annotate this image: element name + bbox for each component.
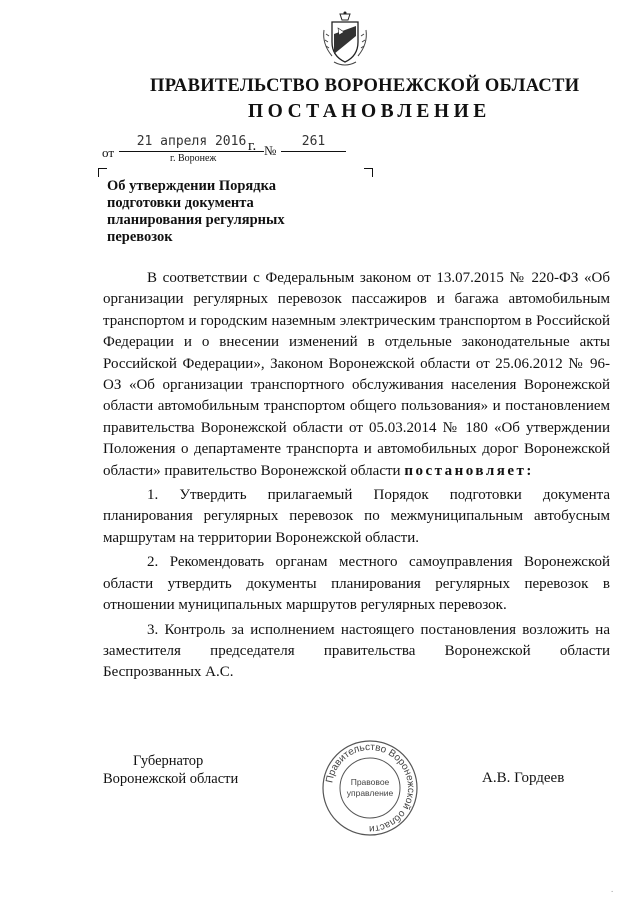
item-paragraph: 2. Рекомендовать органам местного самоуправления Воронежской области утвердить документы планирования регулярных перевозок в отношении муниципальных маршрутов регулярных перевозок. (103, 554, 610, 614)
coat-of-arms-icon (320, 10, 370, 70)
preamble-text: В соответствии с Федеральным законом от 13.07.2015 № 220-ФЗ «Об организации регулярных перевозок пассажиров и багажа автомобильным транспортом и городским наземным электрическим транспортом в Российской Федерации и о внесении изменений в отдельные законодательные акты Российской Федерации», Законом Воронежской области от 25.06.2012 № 96-ОЗ «Об организации транспортного обслуживания населения Воронежской области автомобильным транспортом общего пользования» и постановлением правительства Воронежской области от 05.03.2014 № 180 «Об утверждении Положения о департаменте транспорта и автомобильных дорог Воронежской области» правительство Воронежской области (103, 270, 610, 479)
subject-line: планирования регулярных (107, 212, 285, 228)
document-subject (107, 178, 307, 246)
decree-word: постановляет: (404, 462, 534, 479)
document-body (103, 268, 610, 687)
subject-line: Об утверждении Порядка (107, 178, 276, 194)
date-field: 21 апреля 2016 (119, 133, 264, 152)
stamp-center-line: Правовое (350, 777, 390, 787)
signatory-title-line: Воронежской области (103, 771, 239, 787)
year-suffix: г. (248, 138, 257, 154)
stamp-ring-text: Правительство Воронежской области (324, 741, 417, 835)
date-prefix: от (102, 145, 115, 160)
signatory-title (103, 752, 238, 788)
subject-line: перевозок (107, 229, 173, 245)
item-paragraph: 3. Контроль за исполнением настоящего постановления возложить на заместителя председателя правительства Воронежской области Беспрозванных А.С. (103, 621, 610, 681)
preamble-paragraph (103, 268, 610, 482)
item-paragraph: 1. Утвердить прилагаемый Порядок подготовки документа планирования регулярных перевозок по межмуниципальным автобусным маршрутам на территории Воронежской области. (103, 487, 610, 546)
organization-title: ПРАВИТЕЛЬСТВО ВОРОНЕЖСКОЙ ОБЛАСТИ (150, 76, 580, 96)
stamp-center-line: управление (346, 788, 394, 798)
signatory-name: А.В. Гордеев (482, 770, 565, 786)
subject-bracket-right (364, 168, 373, 177)
subject-line: подготовки документа (107, 195, 254, 211)
number-field: 261 (281, 133, 346, 152)
document-type-title: ПОСТАНОВЛЕНИЕ (248, 101, 491, 122)
legal-department-stamp (320, 738, 420, 838)
number-label: № (264, 143, 277, 158)
page-mark: . (611, 884, 614, 894)
city-label: г. Воронеж (170, 153, 217, 164)
signatory-title-line: Губернатор (133, 753, 204, 769)
subject-bracket-left (98, 168, 107, 177)
